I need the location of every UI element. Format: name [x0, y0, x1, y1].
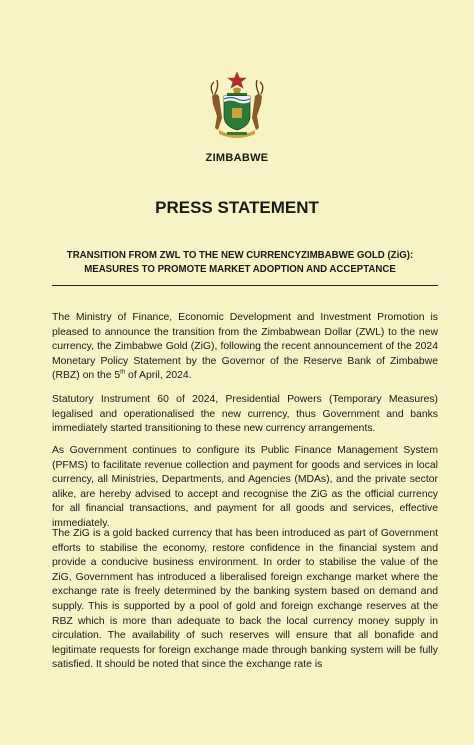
- zimbabwe-coat-of-arms-icon: [205, 70, 269, 142]
- page-title: PRESS STATEMENT: [155, 198, 319, 217]
- paragraph-2: Statutory Instrument 60 of 2024, Presidential Powers (Temporary Measures) legalised and operationalised the new currency, thus Government and banks immediately started transitioning to these new currency arrangements.: [52, 394, 438, 435]
- paragraph-3: As Government continues to configure its Public Finance Management System (PFMS) to facilitate revenue collection and payment for goods and services in local currency, all Ministries, Departments, and Agencies (MDAs), and the private sector alike, are hereby advised to accept and recognise the ZiG as the official currency for all financial transactions, and payment for all goods and services, effective immediately.: [52, 445, 438, 529]
- paragraph-4: The ZiG is a gold backed currency that has been introduced as part of Government efforts to stabilise the economy, restore confidence in the financial system and provide a conducive business environment. In order to stabilise the value of the ZiG, Government has introduced a liberalised foreign exchange market where the exchange rate is freely determined by the banking system based on demand and supply. This is supported by a pool of gold and foreign exchange reserves at the RBZ which is more than adequate to back the local currency money supply in circulation. The availability of such reserves will ensure that all bonafide and legitimate requests for foreign exchange made through banking system will be fully satisfied. It should be noted that since the exchange rate is: [52, 528, 438, 671]
- country-heading: ZIMBABWE: [205, 152, 269, 164]
- subtitle-line-2: MEASURES TO PROMOTE MARKET ADOPTION AND ACCEPTANCE: [84, 264, 396, 275]
- paragraph-1-tail: of April, 2024.: [125, 370, 192, 382]
- subtitle-line-1: TRANSITION FROM ZWL TO THE NEW CURRENCYZIMBABWE GOLD (ZiG):: [66, 250, 414, 261]
- ordinal-suffix: th: [120, 369, 126, 376]
- paragraph-1: [52, 311, 438, 384]
- paragraph-1-text: The Ministry of Finance, Economic Development and Investment Promotion is pleased to announce the transition from the Zimbabwean Dollar (ZWL) to the new currency, the Zimbabwe Gold (ZiG), following the recent announcement of the 2024 Monetary Policy Statement by the Governor of the Reserve Bank of Zimbabwe (RBZ) on the 5: [52, 312, 438, 382]
- divider: [52, 285, 438, 286]
